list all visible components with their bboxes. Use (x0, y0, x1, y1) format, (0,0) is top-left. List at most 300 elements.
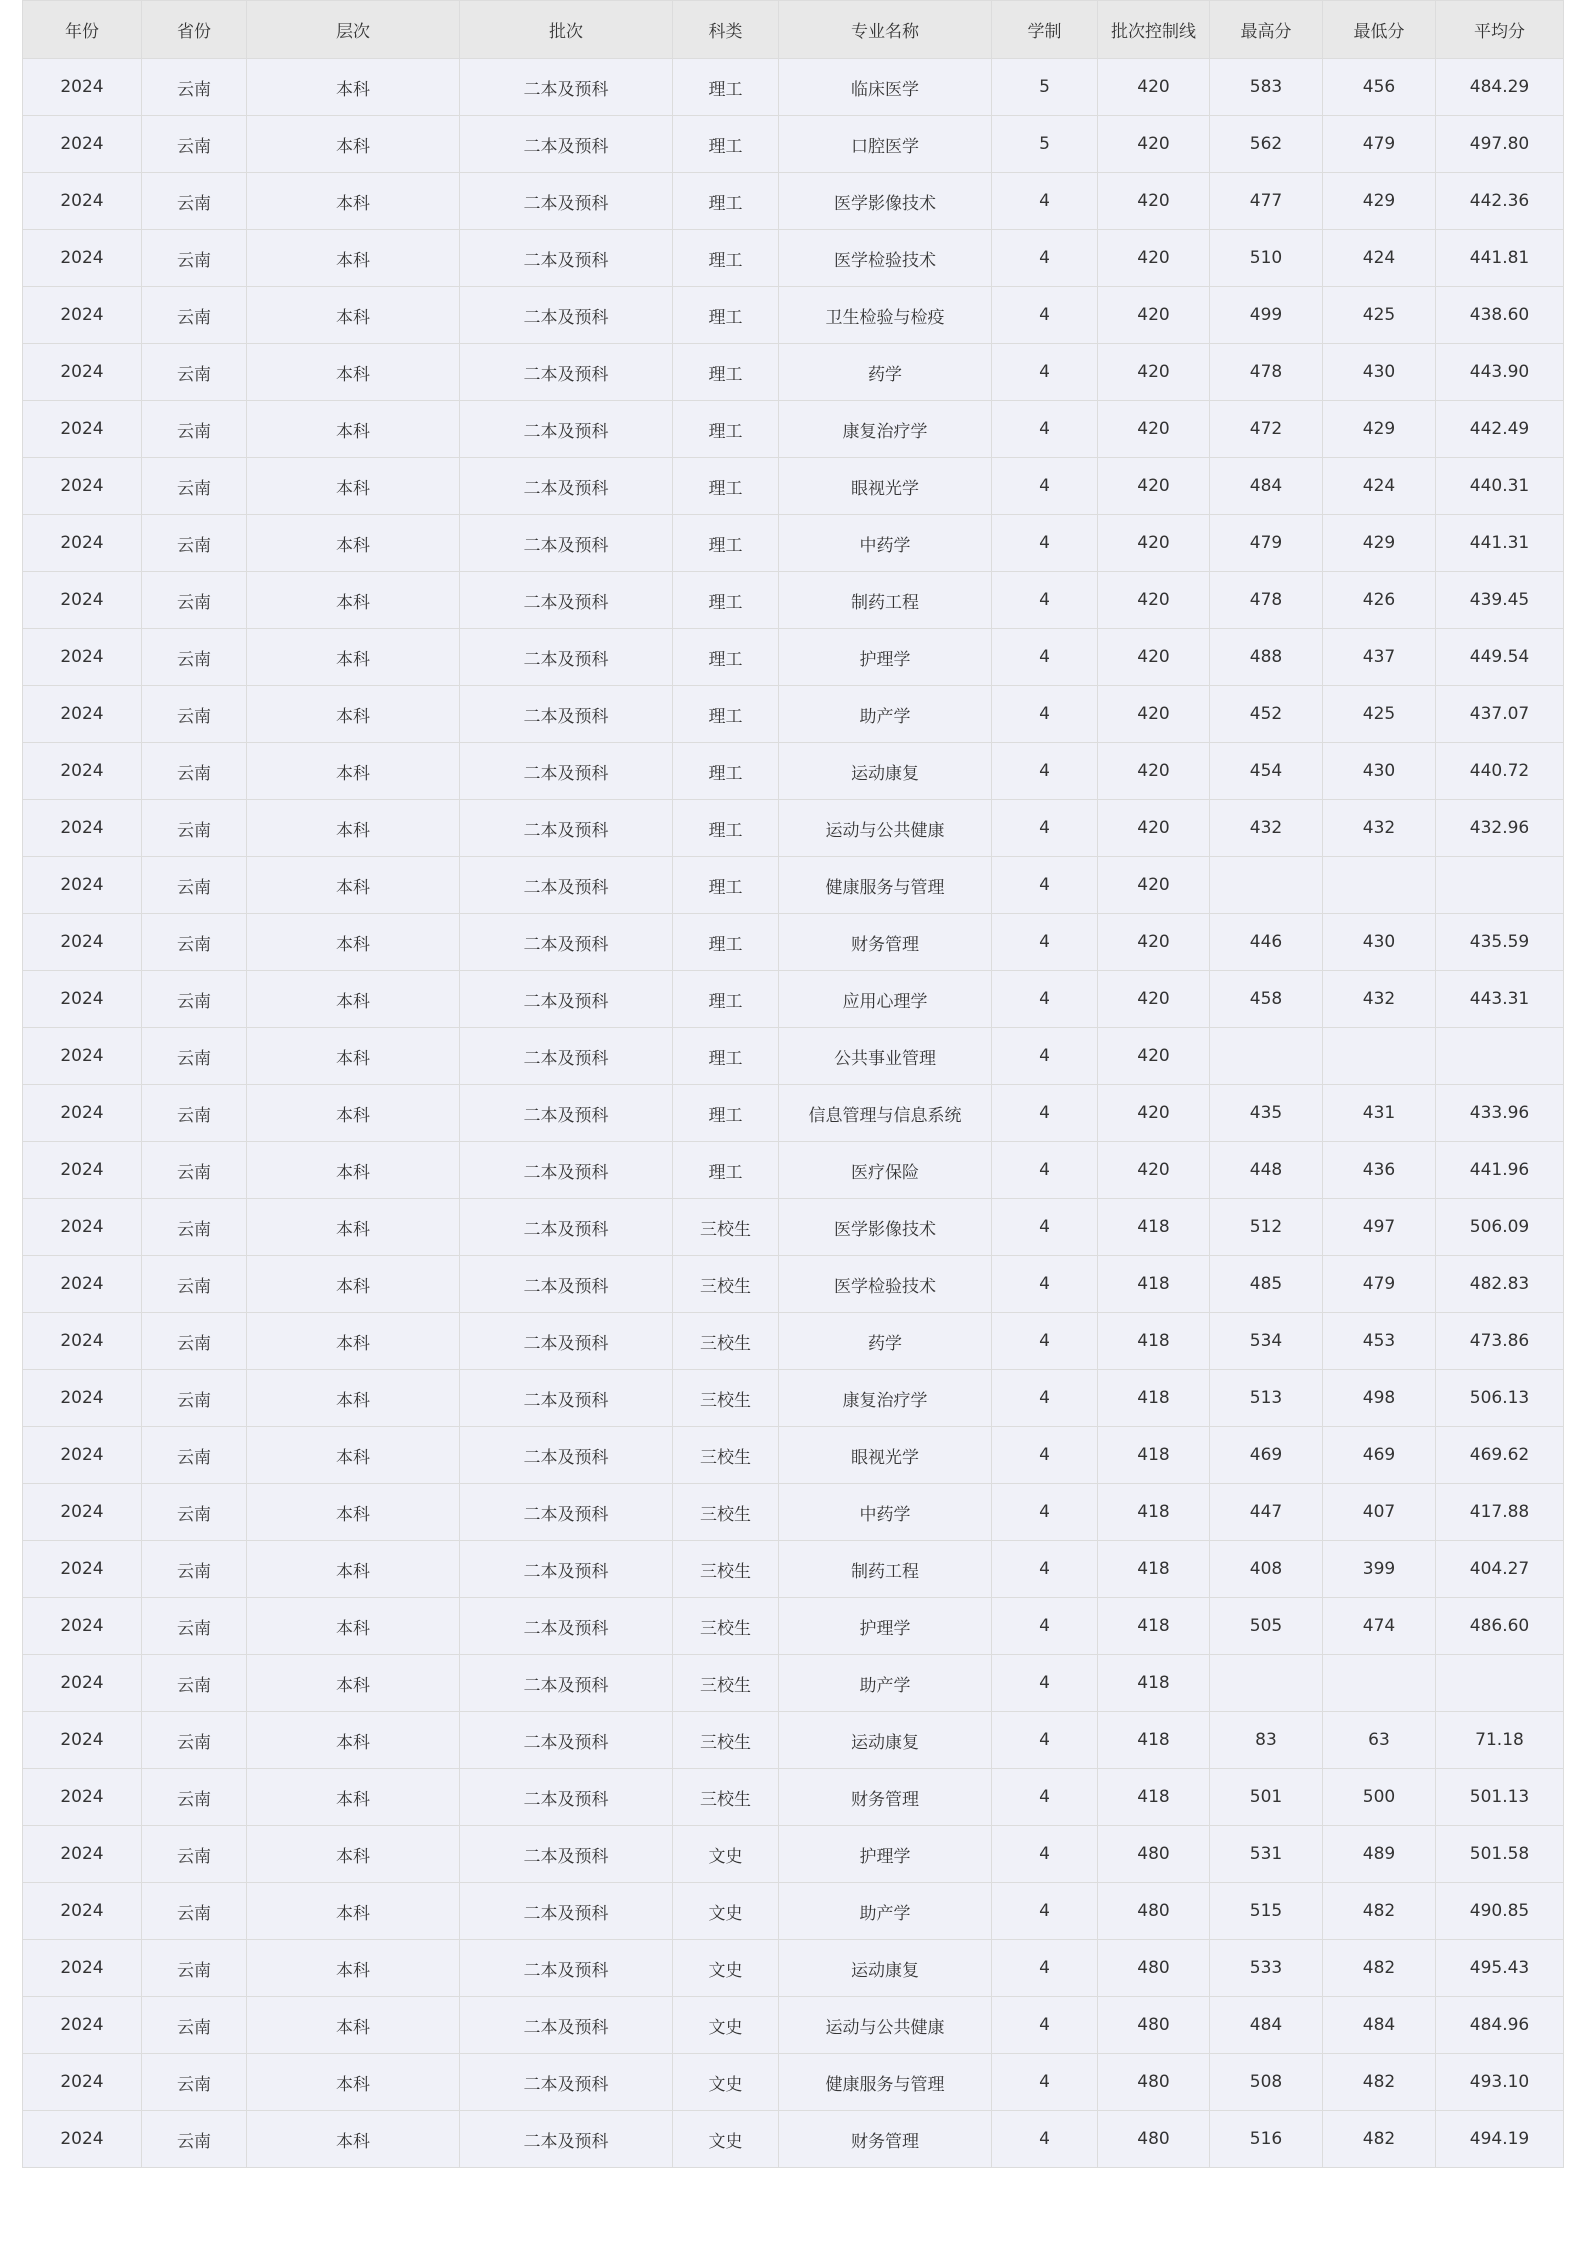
cell-col-category: 三校生 (673, 1313, 779, 1370)
cell-col-level: 本科 (247, 1484, 460, 1541)
header-col-major: 专业名称 (779, 1, 992, 59)
cell-col-min-score: 482 (1323, 1883, 1436, 1940)
cell-col-max-score: 477 (1210, 173, 1323, 230)
cell-col-avg-score: 439.45 (1436, 572, 1564, 629)
cell-col-control-line: 480 (1098, 1940, 1210, 1997)
table-row (23, 1712, 1564, 1769)
cell-col-duration: 4 (992, 1883, 1098, 1940)
cell-col-year: 2024 (23, 173, 142, 230)
cell-col-control-line: 418 (1098, 1256, 1210, 1313)
cell-col-duration: 4 (992, 344, 1098, 401)
cell-col-major: 制药工程 (779, 572, 992, 629)
table-row (23, 1598, 1564, 1655)
cell-col-province: 云南 (142, 1883, 247, 1940)
cell-col-batch: 二本及预科 (460, 1769, 673, 1826)
table-row (23, 1883, 1564, 1940)
cell-col-max-score: 458 (1210, 971, 1323, 1028)
cell-col-min-score: 479 (1323, 116, 1436, 173)
cell-col-level: 本科 (247, 1769, 460, 1826)
cell-col-control-line: 420 (1098, 173, 1210, 230)
cell-col-level: 本科 (247, 857, 460, 914)
cell-col-category: 理工 (673, 1085, 779, 1142)
cell-col-max-score: 513 (1210, 1370, 1323, 1427)
cell-col-major: 护理学 (779, 1598, 992, 1655)
cell-col-year: 2024 (23, 1940, 142, 1997)
cell-col-level: 本科 (247, 230, 460, 287)
cell-col-category: 三校生 (673, 1541, 779, 1598)
cell-col-major: 口腔医学 (779, 116, 992, 173)
cell-col-major: 医学检验技术 (779, 1256, 992, 1313)
cell-col-max-score: 83 (1210, 1712, 1323, 1769)
cell-col-category: 理工 (673, 287, 779, 344)
cell-col-min-score: 432 (1323, 800, 1436, 857)
cell-col-province: 云南 (142, 173, 247, 230)
header-col-category: 科类 (673, 1, 779, 59)
cell-col-min-score: 432 (1323, 971, 1436, 1028)
cell-col-batch: 二本及预科 (460, 1712, 673, 1769)
cell-col-max-score: 533 (1210, 1940, 1323, 1997)
cell-col-batch: 二本及预科 (460, 401, 673, 458)
cell-col-max-score: 447 (1210, 1484, 1323, 1541)
cell-col-control-line: 418 (1098, 1427, 1210, 1484)
table-header (23, 1, 1564, 59)
cell-col-avg-score: 71.18 (1436, 1712, 1564, 1769)
cell-col-avg-score: 442.49 (1436, 401, 1564, 458)
cell-col-province: 云南 (142, 1427, 247, 1484)
table-row (23, 1997, 1564, 2054)
cell-col-max-score: 452 (1210, 686, 1323, 743)
cell-col-batch: 二本及预科 (460, 230, 673, 287)
cell-col-province: 云南 (142, 1769, 247, 1826)
cell-col-category: 理工 (673, 458, 779, 515)
table-row (23, 1541, 1564, 1598)
cell-col-batch: 二本及预科 (460, 1826, 673, 1883)
cell-col-major: 助产学 (779, 686, 992, 743)
cell-col-year: 2024 (23, 971, 142, 1028)
cell-col-category: 理工 (673, 116, 779, 173)
cell-col-level: 本科 (247, 1712, 460, 1769)
cell-col-category: 文史 (673, 1826, 779, 1883)
cell-col-level: 本科 (247, 1427, 460, 1484)
cell-col-max-score: 531 (1210, 1826, 1323, 1883)
cell-col-min-score: 469 (1323, 1427, 1436, 1484)
cell-col-duration: 4 (992, 629, 1098, 686)
cell-col-duration: 4 (992, 230, 1098, 287)
cell-col-min-score: 429 (1323, 515, 1436, 572)
cell-col-batch: 二本及预科 (460, 173, 673, 230)
cell-col-avg-score: 449.54 (1436, 629, 1564, 686)
cell-col-batch: 二本及预科 (460, 800, 673, 857)
cell-col-max-score (1210, 1655, 1323, 1712)
cell-col-control-line: 420 (1098, 914, 1210, 971)
cell-col-major: 财务管理 (779, 2111, 992, 2168)
cell-col-province: 云南 (142, 515, 247, 572)
cell-col-duration: 4 (992, 1484, 1098, 1541)
cell-col-max-score: 469 (1210, 1427, 1323, 1484)
cell-col-min-score: 407 (1323, 1484, 1436, 1541)
cell-col-major: 助产学 (779, 1883, 992, 1940)
cell-col-avg-score: 441.31 (1436, 515, 1564, 572)
cell-col-avg-score: 440.31 (1436, 458, 1564, 515)
cell-col-batch: 二本及预科 (460, 1199, 673, 1256)
cell-col-duration: 4 (992, 1256, 1098, 1313)
cell-col-province: 云南 (142, 287, 247, 344)
cell-col-avg-score: 433.96 (1436, 1085, 1564, 1142)
cell-col-avg-score: 469.62 (1436, 1427, 1564, 1484)
cell-col-duration: 4 (992, 515, 1098, 572)
cell-col-min-score: 424 (1323, 230, 1436, 287)
header-col-min-score: 最低分 (1323, 1, 1436, 59)
cell-col-batch: 二本及预科 (460, 743, 673, 800)
cell-col-duration: 4 (992, 173, 1098, 230)
cell-col-level: 本科 (247, 1883, 460, 1940)
cell-col-batch: 二本及预科 (460, 1655, 673, 1712)
cell-col-duration: 4 (992, 1427, 1098, 1484)
cell-col-min-score: 484 (1323, 1997, 1436, 2054)
cell-col-control-line: 418 (1098, 1655, 1210, 1712)
cell-col-category: 三校生 (673, 1712, 779, 1769)
cell-col-batch: 二本及预科 (460, 1940, 673, 1997)
cell-col-control-line: 420 (1098, 344, 1210, 401)
cell-col-control-line: 418 (1098, 1484, 1210, 1541)
cell-col-major: 健康服务与管理 (779, 2054, 992, 2111)
cell-col-category: 理工 (673, 743, 779, 800)
cell-col-province: 云南 (142, 1028, 247, 1085)
cell-col-major: 信息管理与信息系统 (779, 1085, 992, 1142)
cell-col-avg-score: 443.90 (1436, 344, 1564, 401)
cell-col-level: 本科 (247, 116, 460, 173)
cell-col-major: 财务管理 (779, 1769, 992, 1826)
cell-col-province: 云南 (142, 1826, 247, 1883)
cell-col-max-score: 479 (1210, 515, 1323, 572)
cell-col-max-score: 512 (1210, 1199, 1323, 1256)
cell-col-major: 应用心理学 (779, 971, 992, 1028)
cell-col-duration: 4 (992, 1199, 1098, 1256)
cell-col-major: 药学 (779, 344, 992, 401)
cell-col-batch: 二本及预科 (460, 458, 673, 515)
cell-col-level: 本科 (247, 1085, 460, 1142)
cell-col-control-line: 420 (1098, 458, 1210, 515)
cell-col-level: 本科 (247, 458, 460, 515)
table-row (23, 629, 1564, 686)
table-row (23, 1826, 1564, 1883)
cell-col-year: 2024 (23, 572, 142, 629)
cell-col-year: 2024 (23, 1997, 142, 2054)
cell-col-province: 云南 (142, 1142, 247, 1199)
table-row (23, 458, 1564, 515)
cell-col-control-line: 418 (1098, 1199, 1210, 1256)
cell-col-year: 2024 (23, 458, 142, 515)
cell-col-level: 本科 (247, 1655, 460, 1712)
cell-col-year: 2024 (23, 914, 142, 971)
cell-col-avg-score: 494.19 (1436, 2111, 1564, 2168)
table-row (23, 1256, 1564, 1313)
cell-col-level: 本科 (247, 1256, 460, 1313)
cell-col-min-score: 429 (1323, 173, 1436, 230)
cell-col-duration: 4 (992, 458, 1098, 515)
cell-col-min-score: 479 (1323, 1256, 1436, 1313)
cell-col-control-line: 420 (1098, 743, 1210, 800)
cell-col-min-score: 437 (1323, 629, 1436, 686)
cell-col-major: 健康服务与管理 (779, 857, 992, 914)
cell-col-min-score: 500 (1323, 1769, 1436, 1826)
cell-col-avg-score: 438.60 (1436, 287, 1564, 344)
cell-col-category: 理工 (673, 59, 779, 116)
cell-col-control-line: 420 (1098, 971, 1210, 1028)
cell-col-batch: 二本及预科 (460, 515, 673, 572)
cell-col-year: 2024 (23, 515, 142, 572)
cell-col-max-score: 472 (1210, 401, 1323, 458)
cell-col-year: 2024 (23, 1256, 142, 1313)
cell-col-level: 本科 (247, 1826, 460, 1883)
cell-col-avg-score: 482.83 (1436, 1256, 1564, 1313)
cell-col-major: 公共事业管理 (779, 1028, 992, 1085)
cell-col-category: 文史 (673, 2111, 779, 2168)
cell-col-province: 云南 (142, 1655, 247, 1712)
cell-col-level: 本科 (247, 686, 460, 743)
cell-col-control-line: 480 (1098, 1883, 1210, 1940)
table-row (23, 1313, 1564, 1370)
cell-col-province: 云南 (142, 743, 247, 800)
cell-col-max-score: 484 (1210, 1997, 1323, 2054)
cell-col-control-line: 418 (1098, 1370, 1210, 1427)
cell-col-control-line: 420 (1098, 230, 1210, 287)
cell-col-batch: 二本及预科 (460, 1484, 673, 1541)
cell-col-category: 三校生 (673, 1484, 779, 1541)
cell-col-batch: 二本及预科 (460, 686, 673, 743)
cell-col-duration: 4 (992, 1142, 1098, 1199)
cell-col-control-line: 480 (1098, 2054, 1210, 2111)
cell-col-control-line: 420 (1098, 116, 1210, 173)
cell-col-category: 理工 (673, 629, 779, 686)
cell-col-province: 云南 (142, 59, 247, 116)
cell-col-duration: 4 (992, 1541, 1098, 1598)
cell-col-batch: 二本及预科 (460, 2054, 673, 2111)
cell-col-min-score: 425 (1323, 686, 1436, 743)
cell-col-duration: 4 (992, 1655, 1098, 1712)
table-row (23, 59, 1564, 116)
cell-col-avg-score: 501.13 (1436, 1769, 1564, 1826)
cell-col-batch: 二本及预科 (460, 1427, 673, 1484)
cell-col-duration: 4 (992, 971, 1098, 1028)
cell-col-category: 文史 (673, 1883, 779, 1940)
cell-col-batch: 二本及预科 (460, 572, 673, 629)
cell-col-major: 眼视光学 (779, 1427, 992, 1484)
table-row (23, 344, 1564, 401)
cell-col-year: 2024 (23, 59, 142, 116)
cell-col-control-line: 418 (1098, 1598, 1210, 1655)
cell-col-avg-score: 495.43 (1436, 1940, 1564, 1997)
cell-col-level: 本科 (247, 59, 460, 116)
cell-col-province: 云南 (142, 458, 247, 515)
cell-col-min-score: 425 (1323, 287, 1436, 344)
cell-col-category: 理工 (673, 344, 779, 401)
cell-col-min-score: 424 (1323, 458, 1436, 515)
cell-col-province: 云南 (142, 1598, 247, 1655)
cell-col-major: 临床医学 (779, 59, 992, 116)
cell-col-major: 药学 (779, 1313, 992, 1370)
cell-col-level: 本科 (247, 401, 460, 458)
table-row (23, 1769, 1564, 1826)
cell-col-province: 云南 (142, 1484, 247, 1541)
cell-col-batch: 二本及预科 (460, 857, 673, 914)
cell-col-avg-score: 440.72 (1436, 743, 1564, 800)
cell-col-avg-score: 497.80 (1436, 116, 1564, 173)
cell-col-min-score: 436 (1323, 1142, 1436, 1199)
cell-col-major: 中药学 (779, 515, 992, 572)
cell-col-min-score (1323, 857, 1436, 914)
cell-col-avg-score: 417.88 (1436, 1484, 1564, 1541)
cell-col-category: 理工 (673, 686, 779, 743)
admission-scores-table-container (22, 0, 1563, 2168)
cell-col-category: 三校生 (673, 1427, 779, 1484)
table-row (23, 1655, 1564, 1712)
header-col-level: 层次 (247, 1, 460, 59)
cell-col-control-line: 420 (1098, 401, 1210, 458)
cell-col-category: 理工 (673, 1028, 779, 1085)
cell-col-max-score: 408 (1210, 1541, 1323, 1598)
table-row (23, 572, 1564, 629)
cell-col-batch: 二本及预科 (460, 1883, 673, 1940)
cell-col-avg-score: 435.59 (1436, 914, 1564, 971)
header-col-province: 省份 (142, 1, 247, 59)
cell-col-major: 财务管理 (779, 914, 992, 971)
cell-col-province: 云南 (142, 1370, 247, 1427)
cell-col-major: 护理学 (779, 629, 992, 686)
cell-col-avg-score: 441.96 (1436, 1142, 1564, 1199)
table-row (23, 1427, 1564, 1484)
cell-col-min-score: 498 (1323, 1370, 1436, 1427)
cell-col-control-line: 420 (1098, 1085, 1210, 1142)
cell-col-province: 云南 (142, 344, 247, 401)
cell-col-control-line: 420 (1098, 629, 1210, 686)
cell-col-min-score: 430 (1323, 743, 1436, 800)
cell-col-duration: 4 (992, 287, 1098, 344)
cell-col-major: 运动康复 (779, 743, 992, 800)
cell-col-year: 2024 (23, 1769, 142, 1826)
cell-col-year: 2024 (23, 116, 142, 173)
cell-col-category: 理工 (673, 914, 779, 971)
cell-col-avg-score: 484.96 (1436, 1997, 1564, 2054)
cell-col-avg-score: 473.86 (1436, 1313, 1564, 1370)
cell-col-min-score: 482 (1323, 1940, 1436, 1997)
cell-col-province: 云南 (142, 686, 247, 743)
cell-col-control-line: 418 (1098, 1769, 1210, 1826)
cell-col-batch: 二本及预科 (460, 287, 673, 344)
cell-col-province: 云南 (142, 572, 247, 629)
cell-col-major: 中药学 (779, 1484, 992, 1541)
cell-col-control-line: 420 (1098, 800, 1210, 857)
cell-col-avg-score: 493.10 (1436, 2054, 1564, 2111)
table-row (23, 401, 1564, 458)
cell-col-min-score: 474 (1323, 1598, 1436, 1655)
cell-col-province: 云南 (142, 1313, 247, 1370)
cell-col-control-line: 420 (1098, 857, 1210, 914)
cell-col-year: 2024 (23, 1085, 142, 1142)
cell-col-level: 本科 (247, 572, 460, 629)
cell-col-major: 运动与公共健康 (779, 800, 992, 857)
cell-col-major: 运动康复 (779, 1940, 992, 1997)
cell-col-year: 2024 (23, 857, 142, 914)
cell-col-control-line: 418 (1098, 1313, 1210, 1370)
cell-col-control-line: 420 (1098, 287, 1210, 344)
cell-col-year: 2024 (23, 2111, 142, 2168)
header-col-duration: 学制 (992, 1, 1098, 59)
cell-col-level: 本科 (247, 1313, 460, 1370)
cell-col-control-line: 420 (1098, 1142, 1210, 1199)
cell-col-year: 2024 (23, 344, 142, 401)
cell-col-major: 康复治疗学 (779, 1370, 992, 1427)
cell-col-year: 2024 (23, 743, 142, 800)
cell-col-category: 理工 (673, 800, 779, 857)
cell-col-max-score: 516 (1210, 2111, 1323, 2168)
cell-col-category: 三校生 (673, 1598, 779, 1655)
cell-col-year: 2024 (23, 686, 142, 743)
cell-col-year: 2024 (23, 2054, 142, 2111)
cell-col-level: 本科 (247, 515, 460, 572)
cell-col-duration: 4 (992, 401, 1098, 458)
cell-col-year: 2024 (23, 1199, 142, 1256)
table-row (23, 230, 1564, 287)
cell-col-max-score: 478 (1210, 344, 1323, 401)
table-body (23, 59, 1564, 2168)
cell-col-province: 云南 (142, 1940, 247, 1997)
cell-col-max-score: 446 (1210, 914, 1323, 971)
cell-col-control-line: 480 (1098, 1997, 1210, 2054)
cell-col-level: 本科 (247, 971, 460, 1028)
cell-col-batch: 二本及预科 (460, 344, 673, 401)
cell-col-category: 理工 (673, 515, 779, 572)
cell-col-avg-score: 490.85 (1436, 1883, 1564, 1940)
table-row (23, 2054, 1564, 2111)
cell-col-duration: 4 (992, 1313, 1098, 1370)
cell-col-major: 眼视光学 (779, 458, 992, 515)
cell-col-duration: 4 (992, 1769, 1098, 1826)
cell-col-level: 本科 (247, 800, 460, 857)
cell-col-year: 2024 (23, 1484, 142, 1541)
cell-col-level: 本科 (247, 287, 460, 344)
table-row (23, 116, 1564, 173)
cell-col-province: 云南 (142, 230, 247, 287)
cell-col-batch: 二本及预科 (460, 1997, 673, 2054)
cell-col-max-score: 583 (1210, 59, 1323, 116)
cell-col-max-score: 508 (1210, 2054, 1323, 2111)
cell-col-duration: 4 (992, 572, 1098, 629)
header-col-batch: 批次 (460, 1, 673, 59)
cell-col-min-score (1323, 1655, 1436, 1712)
table-row (23, 1484, 1564, 1541)
header-col-avg-score: 平均分 (1436, 1, 1564, 59)
cell-col-category: 理工 (673, 572, 779, 629)
cell-col-min-score: 456 (1323, 59, 1436, 116)
cell-col-duration: 4 (992, 1997, 1098, 2054)
cell-col-avg-score (1436, 857, 1564, 914)
cell-col-level: 本科 (247, 914, 460, 971)
cell-col-control-line: 420 (1098, 572, 1210, 629)
cell-col-max-score (1210, 857, 1323, 914)
table-row (23, 515, 1564, 572)
cell-col-year: 2024 (23, 1313, 142, 1370)
cell-col-duration: 4 (992, 686, 1098, 743)
cell-col-max-score: 488 (1210, 629, 1323, 686)
cell-col-avg-score: 404.27 (1436, 1541, 1564, 1598)
header-col-control-line: 批次控制线 (1098, 1, 1210, 59)
cell-col-category: 理工 (673, 230, 779, 287)
cell-col-category: 理工 (673, 401, 779, 458)
cell-col-level: 本科 (247, 2111, 460, 2168)
cell-col-category: 三校生 (673, 1199, 779, 1256)
cell-col-max-score: 432 (1210, 800, 1323, 857)
